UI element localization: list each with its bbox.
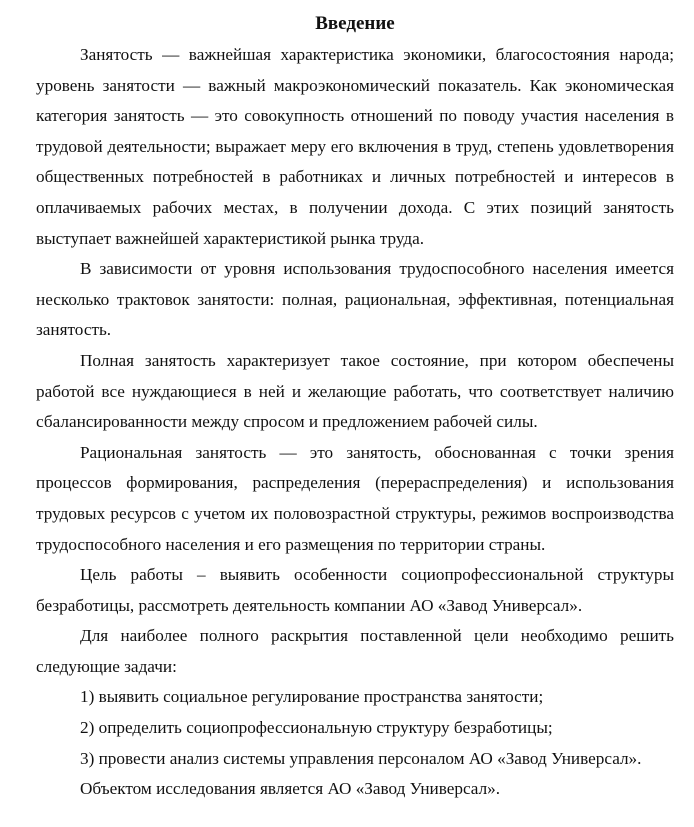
task-item-2: 2) определить социопрофессиональную структуру безработицы; (80, 718, 553, 738)
paragraph-rational-employment: Рациональная занятость — это занятость, обоснованная с точки зрения процессов формирования, распределения (перераспределения) и использования трудовых ресурсов с учетом их половозрастной структуры, режимов воспроизводства трудоспособного населения и его размещения по территории страны. (36, 442, 674, 554)
paragraph-full-employment: Полная занятость характеризует такое состояние, при котором обеспечены работой все нуждающиеся в ней и желающие работать, что соответствует наличию сбалансированности между спросом и предложением рабочей силы. (36, 350, 674, 432)
page-title: Введение (315, 13, 395, 34)
paragraph-employment-types: В зависимости от уровня использования трудоспособного населения имеется несколько трактовок занятости: полная, рациональная, эффективная, потенциальная занятость. (36, 259, 674, 340)
paragraph-tasks-intro: Для наиболее полного раскрытия поставленной цели необходимо решить следующие задачи: (36, 626, 674, 676)
research-object-statement: Объектом исследования является АО «Завод Универсал». (80, 779, 501, 799)
paragraph-employment-definition: Занятость — важнейшая характеристика экономики, благосостояния народа; уровень занятости — важный макроэкономический показатель. Как экономическая категория занятость — это совокупность отношений по поводу участия населения в трудовой деятельности; выражает меру его включения в труд, степень удовлетворения общественных потребностей в работниках и личных потребностей и интересов в оплачиваемых рабочих местах, в получении дохода. С этих позиций занятость выступает важнейшей характеристикой рынка труда. (36, 45, 674, 248)
paragraph-work-goal: Цель работы – выявить особенности социопрофессиональной структуры безработицы, рассмотреть деятельность компании АО «Завод Универсал». (36, 565, 674, 615)
task-item-3: 3) провести анализ системы управления персоналом АО «Завод Универсал». (80, 748, 642, 768)
task-item-1: 1) выявить социальное регулирование пространства занятости; (80, 687, 544, 707)
